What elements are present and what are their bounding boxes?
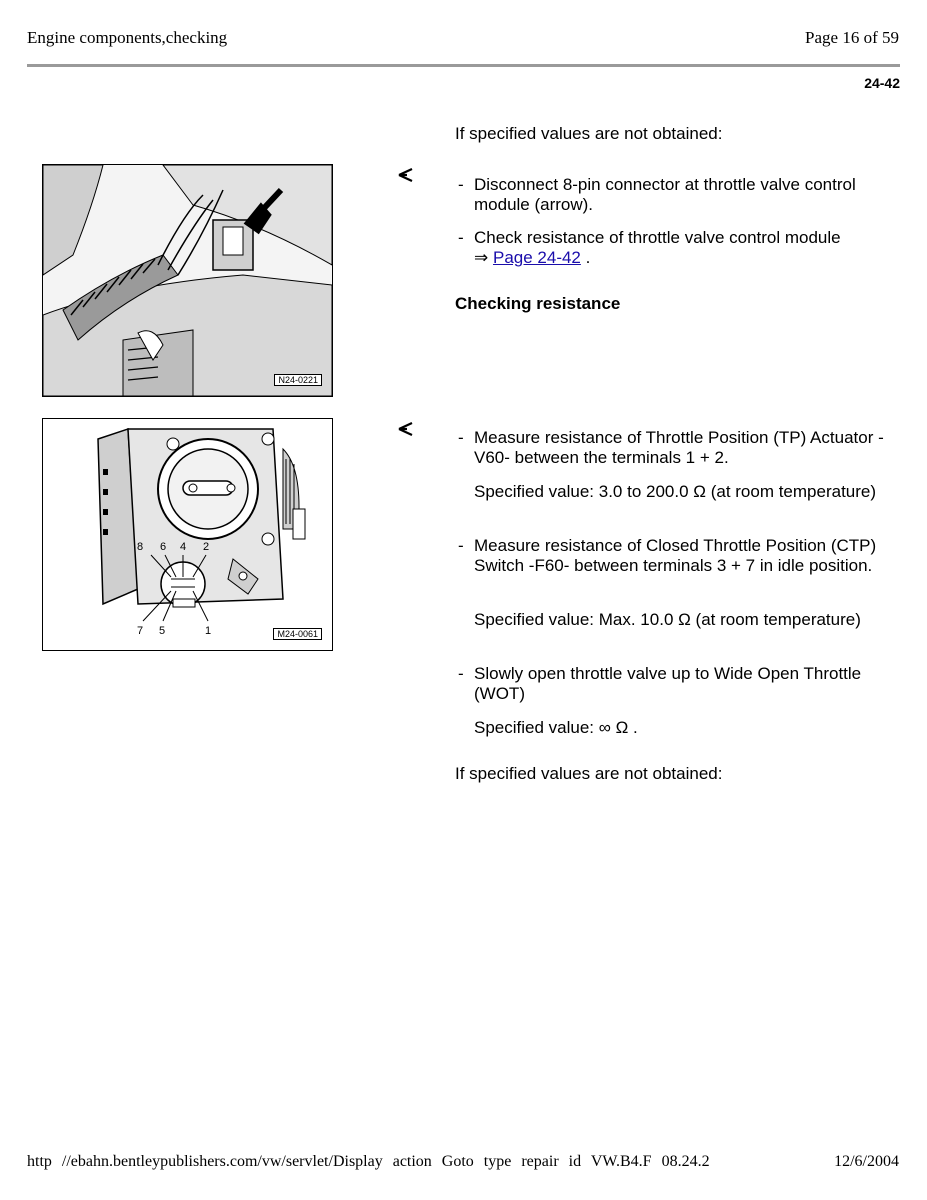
bullet-text: Measure resistance of Closed Throttle Position (CTP) Switch -F60- between terminals 3 + 7 in idle position.	[474, 536, 877, 575]
terminal-label-8: 8	[137, 541, 144, 553]
page-number: Page 16 of 59	[805, 28, 899, 47]
bullet-text: Disconnect 8-pin connector at throttle valve control module (arrow).	[474, 175, 856, 214]
bullet-text: Check resistance of throttle valve control module	[474, 228, 841, 247]
spec-value-wot: Specified value: ∞ Ω .	[474, 718, 638, 737]
terminal-label-5: 5	[159, 625, 166, 637]
figure-label: M24-0061	[273, 628, 322, 640]
bullet-measure-tp: - Measure resistance of Throttle Position (TP) Actuator -V60- between the terminals 1 + 2.	[458, 428, 898, 468]
header-divider	[27, 64, 900, 67]
footer-date: 12/6/2004	[834, 1153, 899, 1170]
terminal-label-2: 2	[203, 541, 210, 553]
intro-text: If specified values are not obtained:	[455, 124, 723, 143]
bullet-text: Measure resistance of Throttle Position (TP) Actuator -V60- between the terminals 1 + 2.	[474, 428, 884, 467]
footer-url: http //ebahn.bentleypublishers.com/vw/servlet/Display action Goto type repair id VW.B4.F 08.24.2	[27, 1153, 710, 1170]
terminal-label-7: 7	[137, 625, 144, 637]
figure-throttle-body	[42, 418, 333, 651]
terminal-label-6: 6	[160, 541, 167, 553]
section-heading: Checking resistance	[455, 294, 621, 313]
outro-text: If specified values are not obtained:	[455, 764, 723, 783]
bullet-suffix: .	[585, 248, 591, 267]
spec-value-tp: Specified value: 3.0 to 200.0 Ω (at room temperature)	[474, 482, 877, 501]
bullet-measure-ctp: - Measure resistance of Closed Throttle Position (CTP) Switch -F60- between terminals 3 + 7 in idle position.	[458, 536, 898, 576]
document-title: Engine components,checking	[27, 28, 228, 47]
page-link[interactable]: Page 24-42	[492, 248, 581, 267]
bullet-check-resistance: - Check resistance of throttle valve control module ⇒ Page 24-42 .	[458, 228, 841, 267]
bullet-text: Slowly open throttle valve up to Wide Open Throttle (WOT)	[474, 664, 862, 703]
throttle-body-illustration	[43, 419, 332, 650]
terminal-label-1: 1	[205, 625, 212, 637]
connector-illustration	[43, 165, 332, 396]
pointer-arrow-icon	[398, 167, 416, 183]
page-code: 24-42	[864, 75, 900, 91]
figure-connector	[42, 164, 333, 397]
terminal-label-4: 4	[180, 541, 187, 553]
pointer-arrow-icon	[398, 421, 416, 437]
bullet-open-wot: - Slowly open throttle valve up to Wide Open Throttle (WOT)	[458, 664, 898, 704]
figure-label: N24-0221	[274, 374, 322, 386]
spec-value-ctp: Specified value: Max. 10.0 Ω (at room temperature)	[474, 610, 861, 629]
right-arrow-icon: ⇒	[474, 248, 489, 267]
bullet-disconnect: - Disconnect 8-pin connector at throttle valve control module (arrow).	[458, 175, 898, 215]
